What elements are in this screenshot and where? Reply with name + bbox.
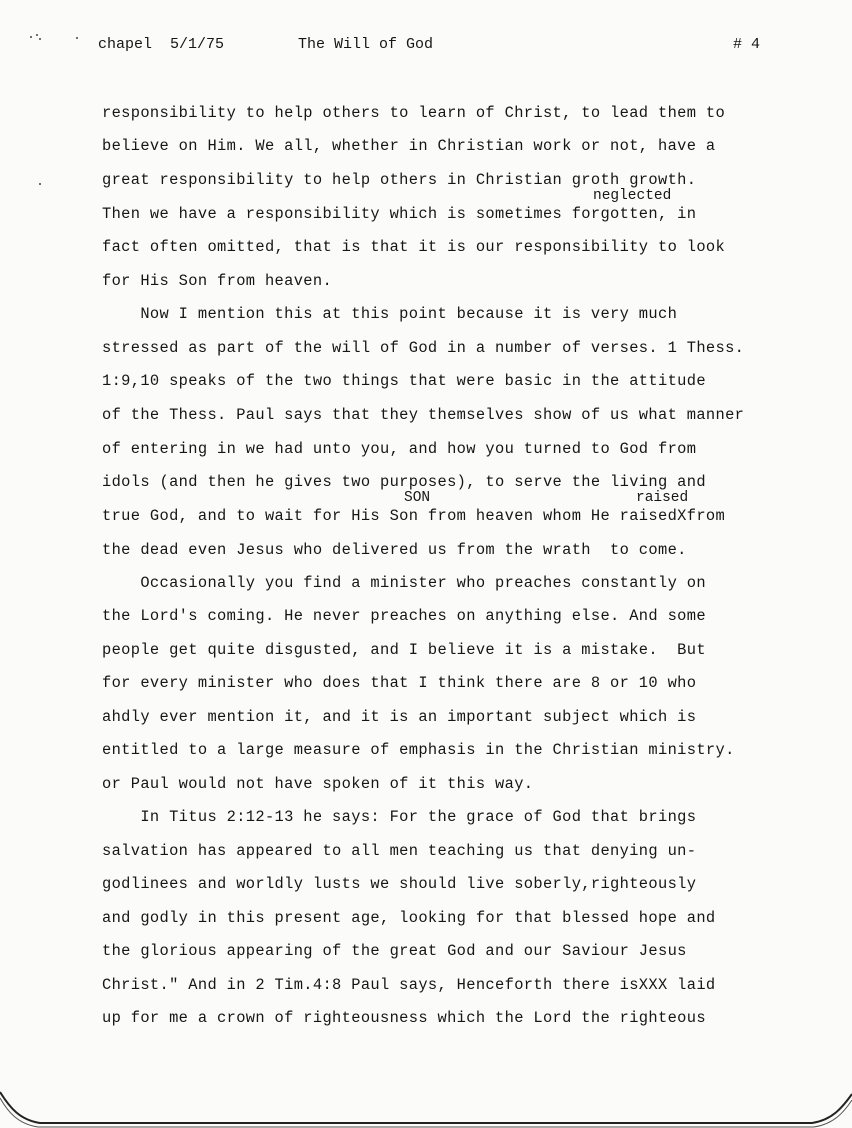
insertion-raised: raised [636,490,689,506]
text-line: Then we have a responsibility which is sometimes forgotten, in [102,205,697,223]
text-line: godlinees and worldly lusts we should live soberly,righteously [102,875,697,893]
text-line: of the Thess. Paul says that they themselves show of us what manner [102,406,745,424]
text-line: of entering in we had unto you, and how you turned to God from [102,440,697,458]
text-line: ahdly ever mention it, and it is an important subject which is [102,708,697,726]
text-line: or Paul would not have spoken of it this way. [102,775,534,793]
text-line: Occasionally you find a minister who preaches constantly on [102,574,706,592]
text-line: for every minister who does that I think there are 8 or 10 who [102,674,697,692]
text-line: great responsibility to help others in Christian groth growth. [102,171,697,189]
header-title: The Will of God [298,36,434,53]
text-line: stressed as part of the will of God in a number of verses. 1 Thess. [102,339,745,357]
page-edge-curl [0,1090,852,1128]
text-line: salvation has appeared to all men teaching us that denying un- [102,842,697,860]
text-line: the Lord's coming. He never preaches on anything else. And some [102,607,706,625]
insertion-son: SON [404,490,431,506]
text-line: people get quite disgusted, and I believe it is a mistake. But [102,641,706,659]
text-line: In Titus 2:12-13 he says: For the grace of God that brings [102,808,697,826]
text-line: the dead even Jesus who delivered us from the wrath to come. [102,541,687,559]
text-line: Now I mention this at this point because it is very much [102,305,678,323]
text-line: true God, and to wait for His Son from heaven whom He raisedXfrom [102,507,726,525]
text-line: for His Son from heaven. [102,272,333,290]
text-line: the glorious appearing of the great God and our Saviour Jesus [102,942,687,960]
text-line: and godly in this present age, looking for that blessed hope and [102,909,716,927]
text-line: up for me a crown of righteousness which the Lord the righteous [102,1009,706,1027]
text-line: idols (and then he gives two purposes), to serve the living and [102,473,706,491]
text-line: 1:9,10 speaks of the two things that were basic in the attitude [102,372,706,390]
text-line: responsibility to help others to learn of Christ, to lead them to [102,104,726,122]
text-line: entitled to a large measure of emphasis in the Christian ministry. [102,741,735,759]
header-page-number: # 4 [733,36,761,53]
text-line: believe on Him. We all, whether in Christian work or not, have a [102,137,716,155]
text-line: Christ." And in 2 Tim.4:8 Paul says, Henceforth there isXXX laid [102,976,716,994]
text-line: fact often omitted, that is that it is our responsibility to look [102,238,726,256]
insertion-neglected: neglected [593,188,672,204]
header-chapel-date: chapel 5/1/75 [98,36,225,53]
